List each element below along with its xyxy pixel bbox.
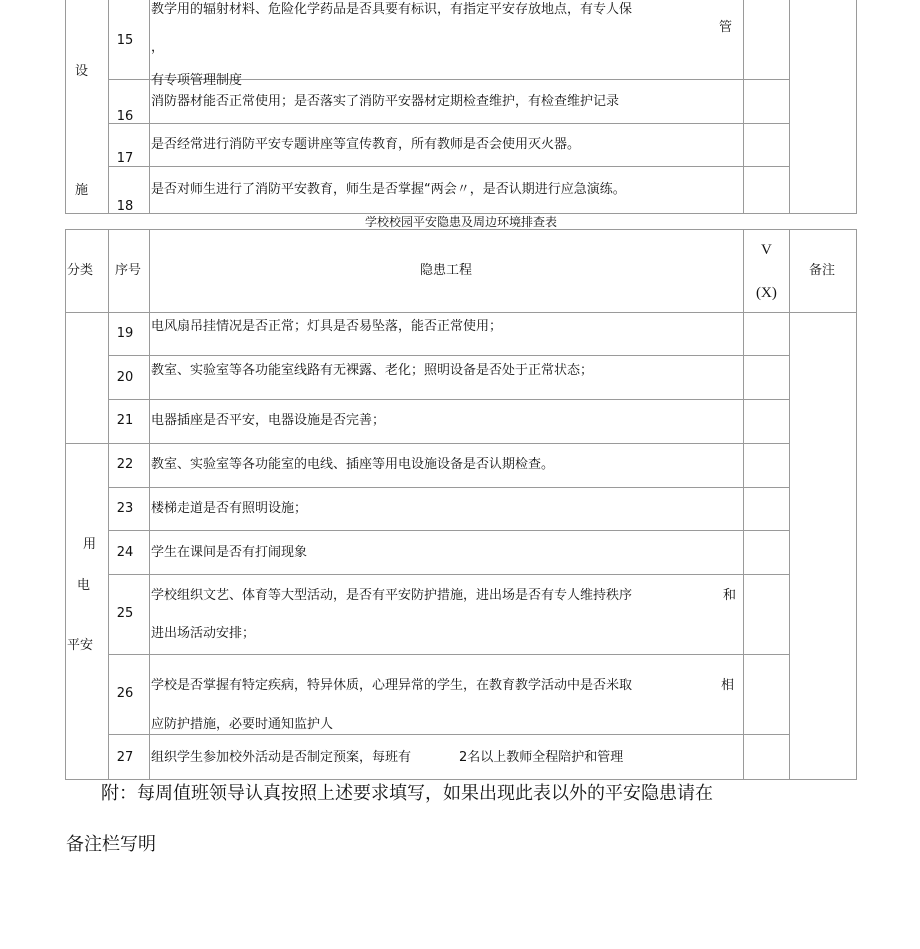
row-number: 21 bbox=[116, 413, 134, 428]
row-number: 20 bbox=[116, 370, 134, 385]
row-text: 教学用的辐射材料、危险化学药品是否具要有标识，有指定平安存放地点，有专人保 bbox=[151, 2, 633, 17]
row-number: 19 bbox=[116, 326, 134, 341]
header-check-cross: (X) bbox=[756, 285, 777, 301]
row-text: 教室、实验室等各功能室的电线、插座等用电设施设备是否认期检查。 bbox=[151, 457, 555, 472]
row-text: 学生在课间是否有打闹现象 bbox=[151, 545, 308, 560]
header-category: 分类 bbox=[67, 263, 94, 278]
row-text: 学校组织文艺、体育等大型活动，是否有平安防护措施，进出场是否有专人维持秩序 bbox=[151, 588, 633, 603]
row-text: 组织学生参加校外活动是否制定预案，每班有 bbox=[151, 750, 412, 765]
category-char-dian: 电 bbox=[77, 578, 91, 593]
row-text: 教室、实验室等各功能室线路有无裸露、老化；照明设备是否处于正常状态； bbox=[151, 363, 594, 378]
row-number: 25 bbox=[116, 606, 134, 621]
footer-note-line1: 附：每周值班领导认真按照上述要求填写，如果出现此表以外的平安隐患请在 bbox=[101, 783, 713, 804]
row-text: ， bbox=[151, 40, 165, 55]
footer-note-line2: 备注栏写明 bbox=[66, 834, 156, 855]
row-text: 应防护措施，必要时通知监护人 bbox=[151, 717, 334, 732]
category-char-yong: 用 bbox=[83, 537, 97, 552]
row-text: 2名以上教师全程陪护和管理 bbox=[459, 750, 624, 765]
category-char-she: 设 bbox=[75, 64, 89, 79]
row-text-right: 管 bbox=[719, 20, 733, 35]
row-number: 18 bbox=[116, 199, 134, 214]
header-remark: 备注 bbox=[809, 263, 836, 278]
row-number: 26 bbox=[116, 686, 134, 701]
header-number: 序号 bbox=[115, 263, 142, 278]
row-text: 是否经常进行消防平安专题讲座等宣传教育，所有教师是否会使用灭火器。 bbox=[151, 137, 581, 152]
row-text: 学校是否掌握有特定疾病，特异休质，心理异常的学生，在教育教学活动中是否米取 bbox=[151, 678, 633, 693]
row-number: 15 bbox=[116, 33, 134, 48]
row-text-right: 相 bbox=[721, 678, 735, 693]
row-text-clipped: 有专项管理制度 bbox=[151, 73, 243, 88]
row-text: 楼梯走道是否有照明设施； bbox=[151, 501, 308, 516]
row-number: 17 bbox=[116, 151, 134, 166]
row-text: 是否对师生进行了消防平安教育，师生是否掌握“两会〃，是否认期进行应急演练。 bbox=[151, 182, 626, 197]
row-text: 进出场活动安排； bbox=[151, 626, 256, 641]
header-check-mark: V bbox=[761, 242, 772, 258]
row-number: 24 bbox=[116, 545, 134, 560]
row-number: 23 bbox=[116, 501, 134, 516]
row-text: 电器插座是否平安，电器设施是否完善； bbox=[151, 413, 386, 428]
header-item: 隐患工程 bbox=[420, 263, 473, 278]
row-number: 16 bbox=[116, 109, 134, 124]
row-text: 消防器材能否正常使用；是否落实了消防平安器材定期检查维护，有检查维护记录 bbox=[151, 94, 620, 109]
row-text-right: 和 bbox=[723, 588, 737, 603]
row-number: 22 bbox=[116, 457, 134, 472]
row-number: 27 bbox=[116, 750, 134, 765]
table-caption: 学校校园平安隐患及周边环境排查表 bbox=[364, 215, 557, 229]
category-char-pingan: 平安 bbox=[67, 638, 94, 653]
category-char-shi: 施 bbox=[75, 183, 89, 198]
row-text: 电风扇吊挂情况是否正常；灯具是否易坠落，能否正常使用； bbox=[151, 319, 503, 334]
